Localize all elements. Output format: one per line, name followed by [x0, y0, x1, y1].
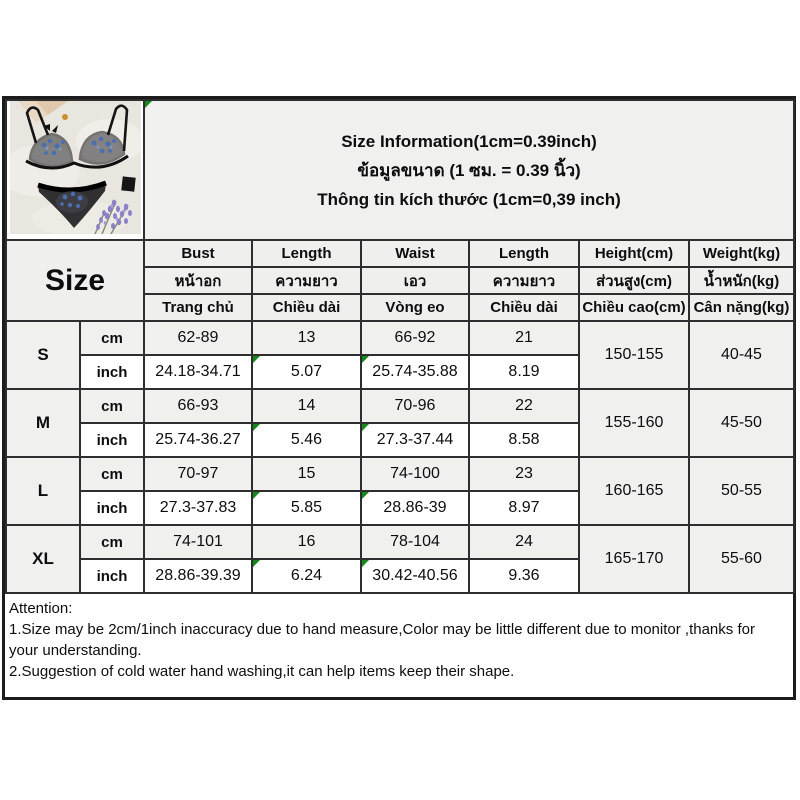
header-waist-en: Waist [361, 240, 469, 267]
unit-inch: inch [80, 491, 144, 525]
cell-s-cm-bust: 62-89 [144, 321, 252, 355]
cell-l-cm-length1: 15 [252, 457, 361, 491]
cell-m-cm-bust: 66-93 [144, 389, 252, 423]
cell-l-cm-bust: 70-97 [144, 457, 252, 491]
header-height-th: ส่วนสูง(cm) [579, 267, 689, 294]
product-photo-cell [6, 100, 144, 240]
green-corner-marker [253, 356, 260, 363]
cell-m-inch-length1: 5.46 [252, 423, 361, 457]
size-table [5, 99, 795, 594]
unit-inch: inch [80, 559, 144, 593]
cell-xl-height: 165-170 [579, 525, 689, 593]
cell-s-cm-length1: 13 [252, 321, 361, 355]
header-bust-vi: Trang chủ [144, 294, 252, 321]
cell-l-cm-waist: 74-100 [361, 457, 469, 491]
header-length1-en: Length [252, 240, 361, 267]
cell-l-cm-length2: 23 [469, 457, 579, 491]
header-weight-th: น้ำหนัก(kg) [689, 267, 794, 294]
cell-s-weight: 40-45 [689, 321, 794, 389]
cell-xl-weight: 55-60 [689, 525, 794, 593]
size-chart-sheet [2, 96, 796, 700]
size-row-xl: XL [6, 525, 80, 593]
size-corner-label: Size [6, 240, 144, 321]
title-vietnamese: Thông tin kích thước (1cm=0,39 inch) [317, 189, 621, 209]
size-row-l: L [6, 457, 80, 525]
cell-xl-inch-waist: 30.42-40.56 [361, 559, 469, 593]
cell-l-inch-length2: 8.97 [469, 491, 579, 525]
header-height-vi: Chiều cao(cm) [579, 294, 689, 321]
cell-xl-inch-length1: 6.24 [252, 559, 361, 593]
size-info-title-cell [144, 100, 794, 240]
green-corner-marker [253, 424, 260, 431]
product-photo [10, 101, 141, 234]
cell-s-cm-length2: 21 [469, 321, 579, 355]
cell-s-cm-waist: 66-92 [361, 321, 469, 355]
cell-m-inch-bust: 25.74-36.27 [144, 423, 252, 457]
green-corner-marker [253, 560, 260, 567]
cell-m-inch-length2: 8.58 [469, 423, 579, 457]
cell-m-cm-length1: 14 [252, 389, 361, 423]
cell-l-inch-length1: 5.85 [252, 491, 361, 525]
green-corner-marker [253, 492, 260, 499]
cell-xl-inch-bust: 28.86-39.39 [144, 559, 252, 593]
cell-s-inch-length1: 5.07 [252, 355, 361, 389]
unit-cm: cm [80, 389, 144, 423]
cell-xl-inch-length2: 9.36 [469, 559, 579, 593]
green-corner-marker [145, 101, 152, 108]
cell-m-cm-waist: 70-96 [361, 389, 469, 423]
green-corner-marker [362, 492, 369, 499]
cell-l-inch-waist: 28.86-39 [361, 491, 469, 525]
green-corner-marker [362, 356, 369, 363]
size-row-m: M [6, 389, 80, 457]
attention-section [5, 594, 793, 682]
unit-cm: cm [80, 457, 144, 491]
attention-heading: Attention: [9, 600, 73, 617]
header-bust-en: Bust [144, 240, 252, 267]
unit-inch: inch [80, 423, 144, 457]
header-waist-vi: Vòng eo [361, 294, 469, 321]
cell-s-inch-waist: 25.74-35.88 [361, 355, 469, 389]
green-corner-marker [362, 560, 369, 567]
attention-note-2: 2.Suggestion of cold water hand washing,it can help items keep their shape. [9, 663, 515, 680]
header-length2-en: Length [469, 240, 579, 267]
size-row-s: S [6, 321, 80, 389]
cell-l-height: 160-165 [579, 457, 689, 525]
cell-xl-cm-length1: 16 [252, 525, 361, 559]
title-english: Size Information(1cm=0.39inch) [341, 131, 597, 151]
header-length1-th: ความยาว [252, 267, 361, 294]
cell-m-weight: 45-50 [689, 389, 794, 457]
attention-note-1: 1.Size may be 2cm/1inch inaccuracy due to hand measure,Color may be little different due to monitor ,thanks for your understanding. [9, 621, 755, 659]
cell-s-inch-bust: 24.18-34.71 [144, 355, 252, 389]
header-waist-th: เอว [361, 267, 469, 294]
cell-l-inch-bust: 27.3-37.83 [144, 491, 252, 525]
header-bust-th: หน้าอก [144, 267, 252, 294]
header-length2-th: ความยาว [469, 267, 579, 294]
cell-s-height: 150-155 [579, 321, 689, 389]
cell-xl-cm-waist: 78-104 [361, 525, 469, 559]
header-weight-en: Weight(kg) [689, 240, 794, 267]
cell-m-height: 155-160 [579, 389, 689, 457]
cell-xl-cm-bust: 74-101 [144, 525, 252, 559]
green-corner-marker [362, 424, 369, 431]
cell-s-inch-length2: 8.19 [469, 355, 579, 389]
unit-inch: inch [80, 355, 144, 389]
cell-xl-cm-length2: 24 [469, 525, 579, 559]
unit-cm: cm [80, 321, 144, 355]
title-thai: ข้อมูลขนาด (1 ซม. = 0.39 นิ้ว) [357, 160, 581, 180]
cell-m-inch-waist: 27.3-37.44 [361, 423, 469, 457]
cell-m-cm-length2: 22 [469, 389, 579, 423]
header-length2-vi: Chiều dài [469, 294, 579, 321]
header-weight-vi: Cân nặng(kg) [689, 294, 794, 321]
header-length1-vi: Chiều dài [252, 294, 361, 321]
cell-l-weight: 50-55 [689, 457, 794, 525]
header-height-en: Height(cm) [579, 240, 689, 267]
unit-cm: cm [80, 525, 144, 559]
